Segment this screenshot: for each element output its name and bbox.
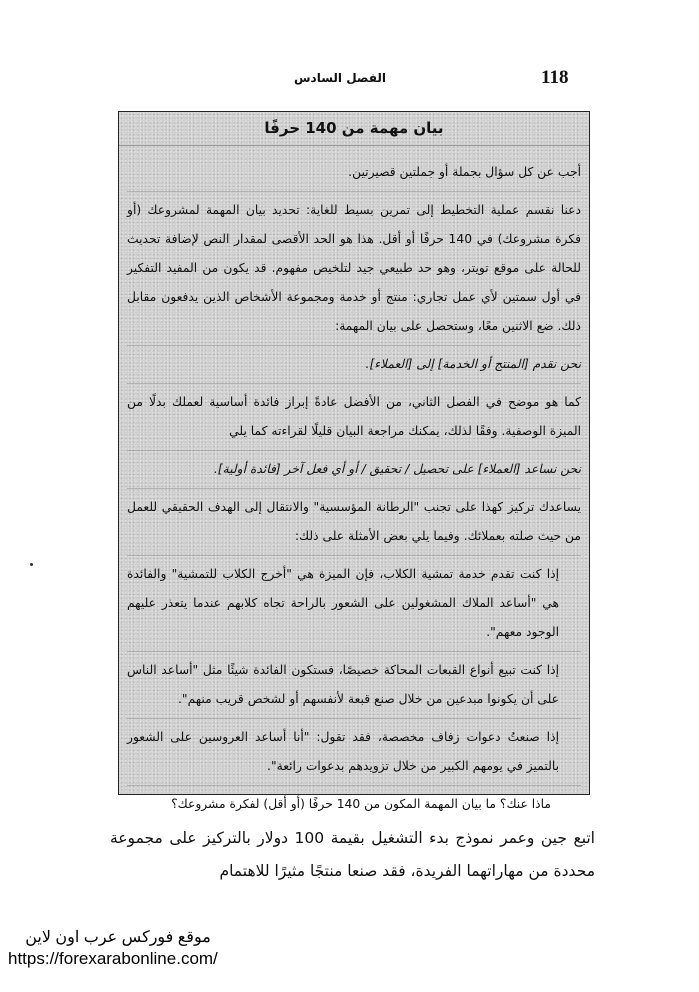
intro-paragraph: دعنا نقسم عملية التخطيط إلى تمرين بسيط للغاية: تحديد بيان المهمة لمشروعك (أو فكرة مشروعك) في 140 حرفًا أو أقل. هذا هو الحد الأقصى لمقدار النص لإضافة تحديث للحالة على موقع تويتر، وهو حد طبيعي جيد لتلخيص مفهوم. قد يكون من المفيد التفكير في أول سمتين لأي عمل تجاري: منتج أو خدمة ومجموعة الأشخاص الذين يدفعون مقابل ذلك. ضع الاثنين معًا، وستحصل على بيان المهمة: [127, 191, 581, 345]
instruction-paragraph: أجب عن كل سؤال بجملة أو جملتين قصيرتين. [348, 165, 581, 179]
template-statement-2: نحن نساعد [العملاء] على تحصيل / تحقيق / أو أي فعل آخر [فائدة أولية]. [127, 450, 581, 488]
scan-speck [30, 563, 33, 566]
watermark-arabic: موقع فوركس عرب اون لاين [25, 929, 211, 946]
template-statement-1: نحن نقدم [المنتج أو الخدمة] إلى [العملاء]. [127, 345, 581, 383]
focus-paragraph: يساعدك تركيز كهذا على تجنب "الرطانة المؤسسية" والانتقال إلى الهدف الحقيقي للعمل من حيث صلته بعملائك. وفيما يلي بعض الأمثلة على ذلك: [127, 488, 581, 555]
body-paragraph: اتبع جين وعمر نموذج بدء التشغيل بقيمة 100 دولار بالتركيز على مجموعة محددة من مهاراتهما الفريدة، فقد صنعا منتجًا مثيرًا للاهتمام [110, 829, 595, 880]
example-wedding-invitations: إذا صنعتُ دعوات زفاف مخصصة، فقد تقول: "أنا أساعد العروسين على الشعور بالتميز في يومهم الكبير من خلال تزويدهم بدعوات رائعة". [127, 718, 581, 785]
page-number: 118 [541, 67, 569, 88]
box-body [119, 146, 589, 823]
box-title: بيان مهمة من 140 حرفًا [119, 112, 589, 146]
example-dog-walking: إذا كنت تقدم خدمة تمشية الكلاب، فإن الميزة هي "أخرج الكلاب للتمشية" والفائدة هي "أساعد الملاك المشغولين على الشعور بالراحة تجاه كلابهم عندما يتعذر عليهم الوجود معهم". [127, 555, 581, 651]
example-knitted-hats: إذا كنت تبيع أنواع القبعات المحاكة خصيصًا، فستكون الفائدة شيئًا مثل "أساعد الناس على أن يكونوا مبدعين من خلال صنع قبعة لأنفسهم أو لشخص قريب منهم". [127, 651, 581, 718]
watermark [8, 928, 268, 970]
closing-question: ماذا عنك؟ ما بيان المهمة المكون من 140 حرفًا (أو أقل) لفكرة مشروعك؟ [127, 785, 581, 823]
watermark-url[interactable]: https://forexarabonline.com/ [8, 949, 218, 968]
benefit-paragraph: كما هو موضح في الفصل الثاني، من الأفضل عادةً إبراز فائدة أساسية لعملك بدلًا من الميزة الوصفية. وفقًا لذلك، يمكنك مراجعة البيان قليلًا لقراءته كما يلي [127, 383, 581, 450]
chapter-title: الفصل السادس [293, 71, 387, 85]
mission-statement-box [118, 111, 590, 811]
